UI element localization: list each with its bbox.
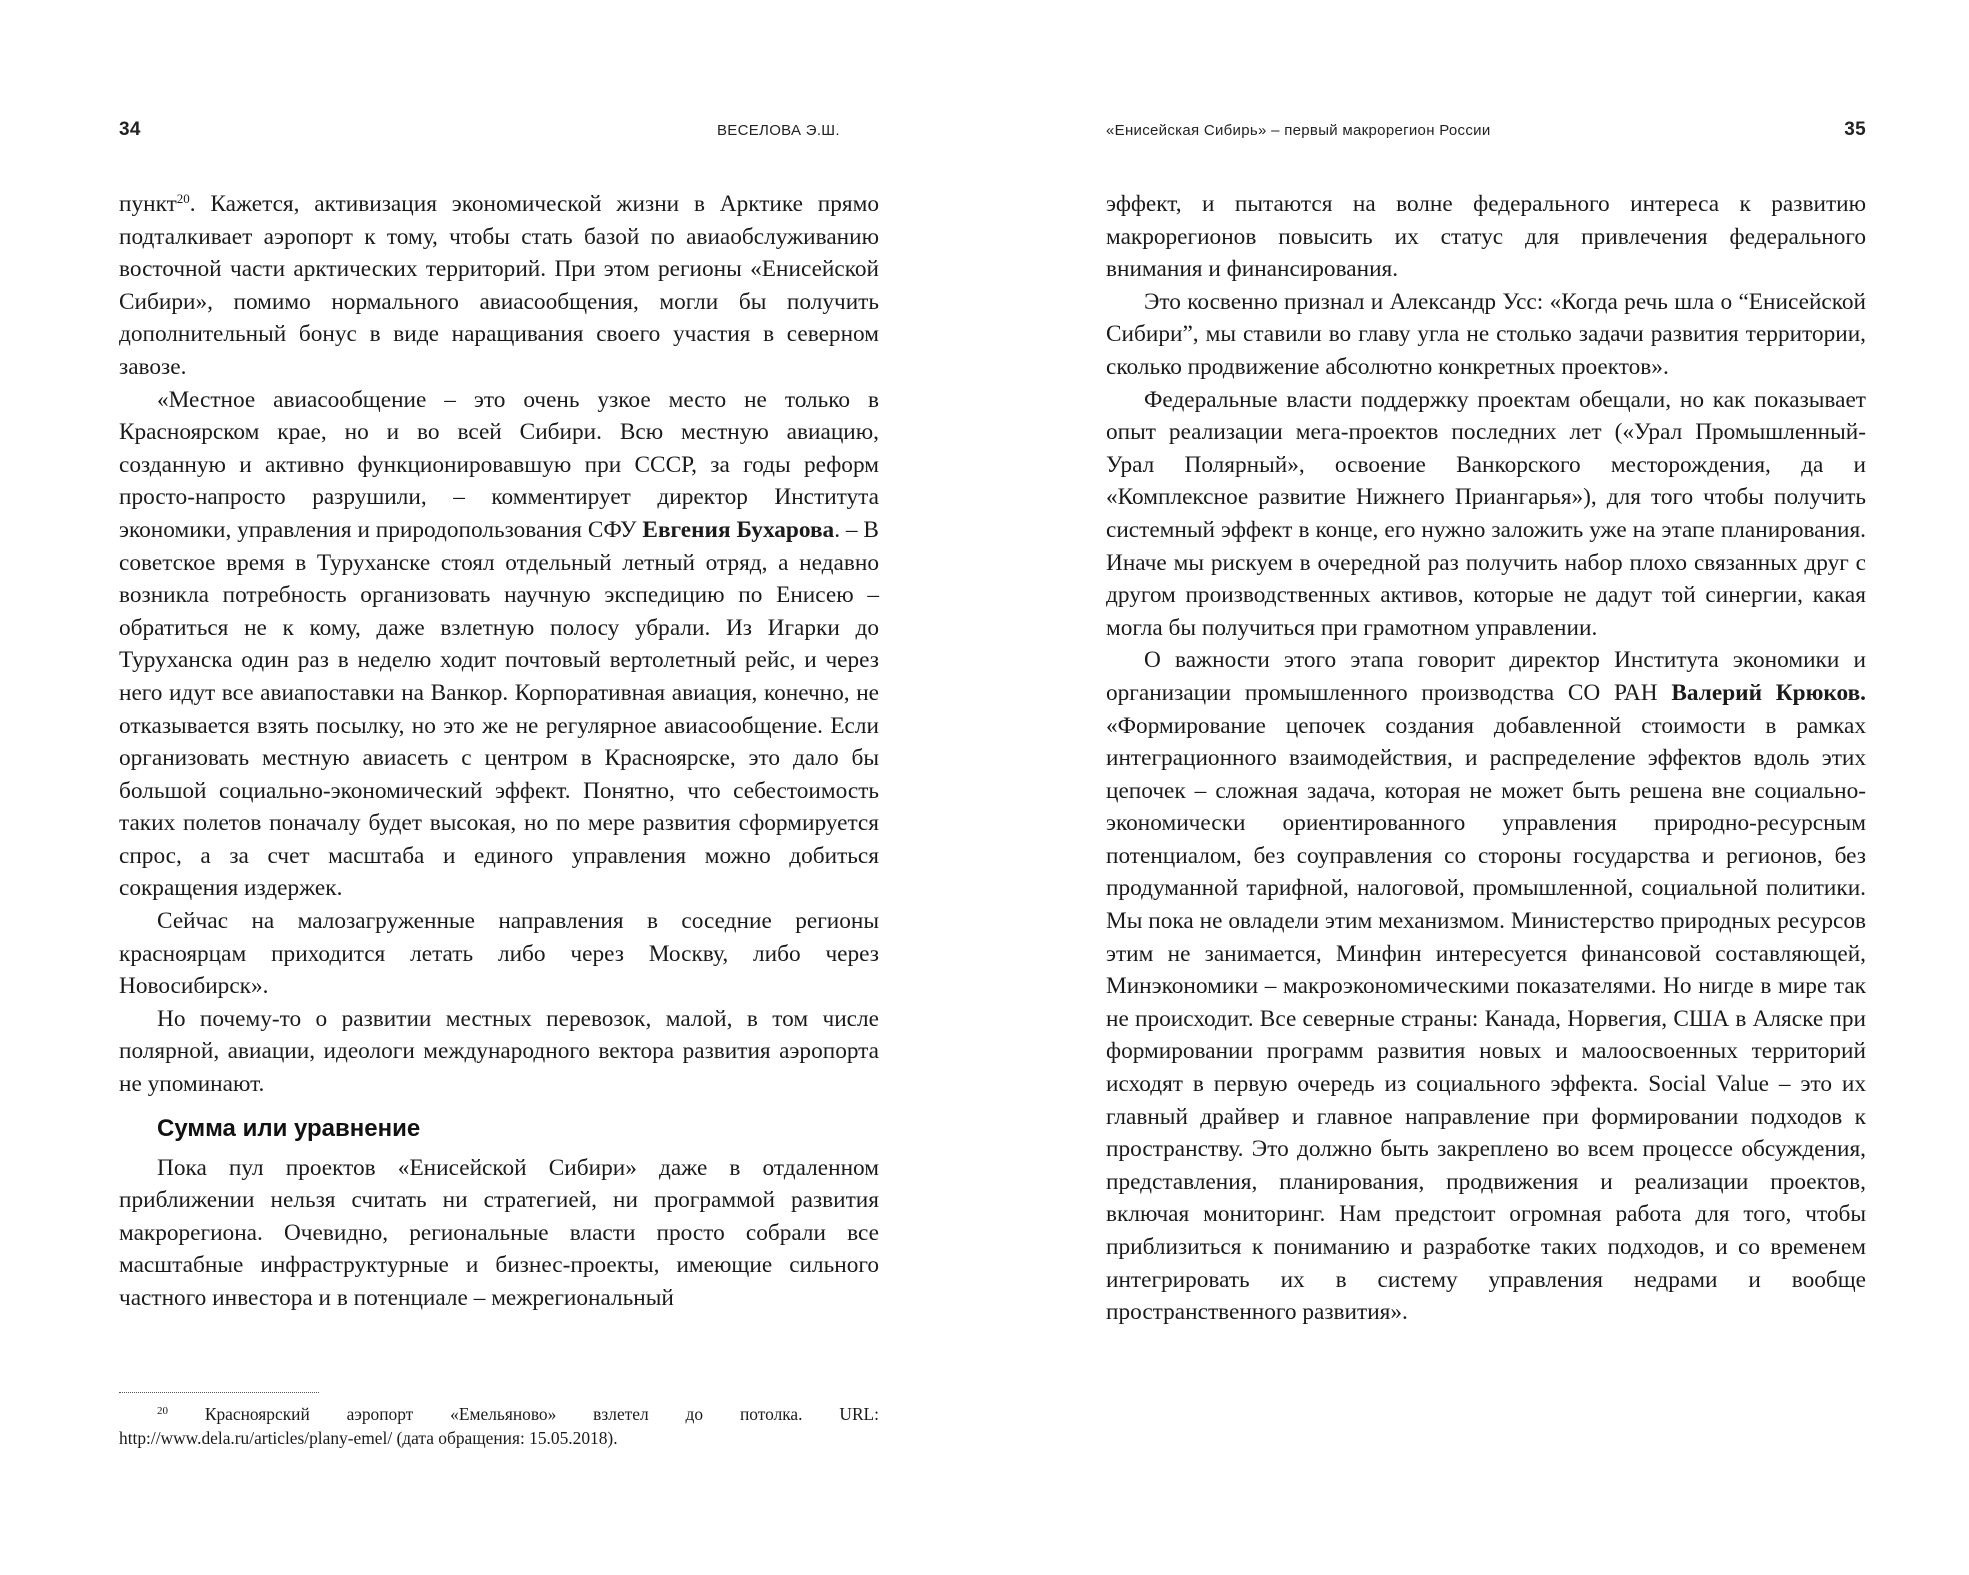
text-run: «Формирование цепочек создания добавленной стоимости в рамках интеграционного взаимодействия, и распределение эффектов вдоль этих цепочек – сложная задача, которая не может быть решена вне социально-экономически ориентированного управления природно-ресурсным потенциалом, без соуправления со стороны государства и регионов, без продуманной тарифной, налоговой, промышленной, социальной политики. Мы пока не овладели этим механизмом. Министерство природных ресурсов этим не занимается, Минфин интересуется финансовой составляющей, Минэкономики – макроэкономическими показателями. Но нигде в мире так не происходит. Все северные страны: Канада, Норвегия, США в Аляске при формировании программ развития новых и малоосвоенных территорий исходят в первую очередь из социального эффекта. Social Value – это их главный драйвер и главное направление при формировании подходов к пространству. Это должно быть закреплено во всем процессе обсуждения, представления, планирования, продвижения и реализации проектов, включая мониторинг. Нам предстоит огромная работа для того, чтобы приблизиться к пониманию и разработке таких подходов, и со временем интегрировать их в систему управления недрами и вообще пространственного развития». bbox=[1106, 712, 1866, 1326]
text-run: пункт bbox=[119, 191, 177, 217]
paragraph: эффект, и пытаются на волне федерального интереса к развитию макрорегионов повысить их статус для привлечения федерального внимания и финансирования. bbox=[1106, 191, 1866, 283]
right-body-text bbox=[1106, 188, 1866, 1329]
left-page-number: 34 bbox=[119, 119, 141, 140]
left-running-head: ВЕСЕЛОВА Э.Ш. bbox=[717, 122, 840, 139]
footnote bbox=[119, 1402, 879, 1450]
text-run: . Кажется, активизация экономической жизни в Арктике прямо подталкивает аэропорт к тому, чтобы стать базой по авиаобслуживанию восточной части арктических территорий. При этом регионы «Енисейской Сибири», помимо нормального авиасообщения, могли бы получить дополнительный бонус в виде наращивания своего участия в северном завозе. bbox=[119, 191, 879, 380]
text-run: «Местное авиасообщение – это очень узкое место не только в Красноярском крае, но и во всей Сибири. Всю местную авиацию, созданную и активно функционировавшую при СССР, за годы реформ просто-напросто разрушили, – комментирует директор Института экономики, управления и природопользования СФУ bbox=[119, 386, 879, 543]
left-page-header bbox=[119, 119, 879, 152]
person-name: Валерий Крюков. bbox=[1671, 679, 1867, 706]
right-page bbox=[985, 0, 1969, 1575]
footnote-divider bbox=[119, 1392, 319, 1393]
paragraph: Федеральные власти поддержку проектам обещали, но как показывает опыт реализации мега-проектов последних лет («Урал Промышленный-Урал Полярный», освоение Ванкорского месторождения, да и «Комплексное развитие Нижнего Приангарья»), для того чтобы получить системный эффект в конце, его нужно заложить уже на этапе планирования. Иначе мы рискуем в очередной раз получить набор плохо связанных друг с другом производственных активов, которые не дадут той синергии, какая могла бы получиться при грамотном управлении. bbox=[1106, 386, 1866, 641]
paragraph: Это косвенно признал и Александр Усс: «Когда речь шла о “Енисейской Сибири”, мы ставили во главу угла не столько задачи развития территории, сколько продвижение абсолютно конкретных проектов». bbox=[1106, 288, 1866, 380]
paragraph: Но почему-то о развитии местных перевозок, малой, в том числе полярной, авиации, идеологи международного вектора развития аэропорта не упоминают. bbox=[119, 1005, 879, 1098]
paragraph bbox=[119, 384, 879, 906]
right-page-number: 35 bbox=[1844, 119, 1866, 140]
paragraph: Сейчас на малозагруженные направления в соседние регионы красноярцам приходится летать либо через Москву, либо через Новосибирск». bbox=[119, 908, 879, 1000]
left-body-text bbox=[119, 188, 879, 1315]
section-heading: Сумма или уравнение bbox=[157, 1114, 421, 1142]
paragraph bbox=[1106, 644, 1866, 1328]
footnote-text: Красноярский аэропорт «Емельяново» взлетел до потолка. URL: http://www.dela.ru/articles/plany-emel/ (дата обращения: 15.05.2018). bbox=[119, 1404, 879, 1448]
text-run: О важности этого этапа говорит директор Института экономики и организации промышленного производства СО РАН bbox=[1106, 647, 1866, 706]
paragraph bbox=[119, 188, 879, 384]
footnote-number: 20 bbox=[157, 1405, 168, 1417]
person-name: Евгения Бухарова bbox=[642, 516, 835, 543]
paragraph: Пока пул проектов «Енисейской Сибири» даже в отдаленном приближении нельзя считать ни стратегией, ни программой развития макрорегиона. Очевидно, региональные власти просто собрали все масштабные инфраструктурные и бизнес-проекты, имеющие сильного частного инвестора и в потенциале – межрегиональный bbox=[119, 1154, 879, 1311]
right-page-header bbox=[1106, 119, 1866, 152]
text-run: . – В советское время в Туруханске стоял отдельный летный отряд, а недавно возникла потребность организовать научную экспедицию по Енисею – обратиться не к кому, даже взлетную полосу убрали. Из Игарки до Туруханска один раз в неделю ходит почтовый вертолетный рейс, и через него идут все авиапоставки на Ванкор. Корпоративная авиация, конечно, не отказывается взять посылку, но это же не регулярное авиасообщение. Если организовать местную авиасеть с центром в Красноярске, это дало бы большой социально-экономический эффект. Понятно, что себестоимость таких полетов поначалу будет высокая, но по мере развития сформируется спрос, а за счет масштаба и единого управления можно добиться сокращения издержек. bbox=[119, 516, 879, 902]
footnote-ref: 20 bbox=[176, 191, 190, 206]
right-running-head: «Енисейская Сибирь» – первый макрорегион России bbox=[1106, 122, 1491, 139]
